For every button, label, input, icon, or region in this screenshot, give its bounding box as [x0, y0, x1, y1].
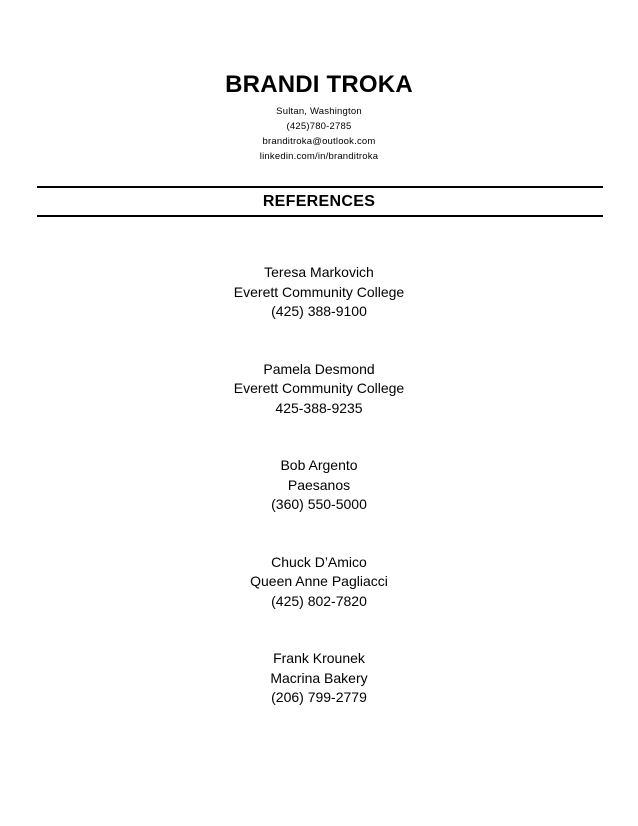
reference-name: Chuck D’Amico: [271, 553, 367, 570]
reference-phone: (206) 799-2779: [271, 689, 367, 705]
reference-entry: [0, 649, 638, 708]
reference-phone: 425-388-9235: [275, 399, 363, 416]
reference-organization: Macrina Bakery: [270, 669, 368, 686]
candidate-phone: (425)780-2785: [286, 121, 352, 132]
reference-organization: Everett Community College: [233, 380, 405, 396]
candidate-name: BRANDI TROKA: [225, 71, 413, 98]
reference-name: Teresa Markovich: [264, 264, 374, 280]
candidate-email: branditroka@outlook.com: [262, 136, 376, 147]
reference-entry: [0, 553, 638, 612]
section-title: REFERENCES: [262, 193, 376, 210]
resume-header: [0, 70, 638, 164]
candidate-location: Sultan, Washington: [276, 106, 362, 117]
reference-entry: [0, 263, 638, 322]
reference-entry: [0, 456, 638, 515]
section-divider-top: [37, 186, 603, 188]
candidate-linkedin: linkedin.com/in/branditroka: [259, 151, 379, 162]
reference-organization: Paesanos: [287, 476, 351, 493]
reference-name: Pamela Desmond: [263, 360, 375, 377]
reference-phone: (425) 802-7820: [271, 592, 367, 609]
reference-organization: Queen Anne Pagliacci: [250, 573, 388, 589]
reference-entry: [0, 360, 638, 419]
reference-phone: (425) 388-9100: [271, 303, 367, 319]
section-divider-bottom: [37, 215, 603, 217]
reference-name: Bob Argento: [280, 457, 358, 473]
reference-phone: (360) 550-5000: [271, 496, 367, 512]
references-list: [0, 263, 638, 746]
reference-name: Frank Krounek: [273, 650, 365, 666]
reference-organization: Everett Community College: [233, 283, 405, 300]
